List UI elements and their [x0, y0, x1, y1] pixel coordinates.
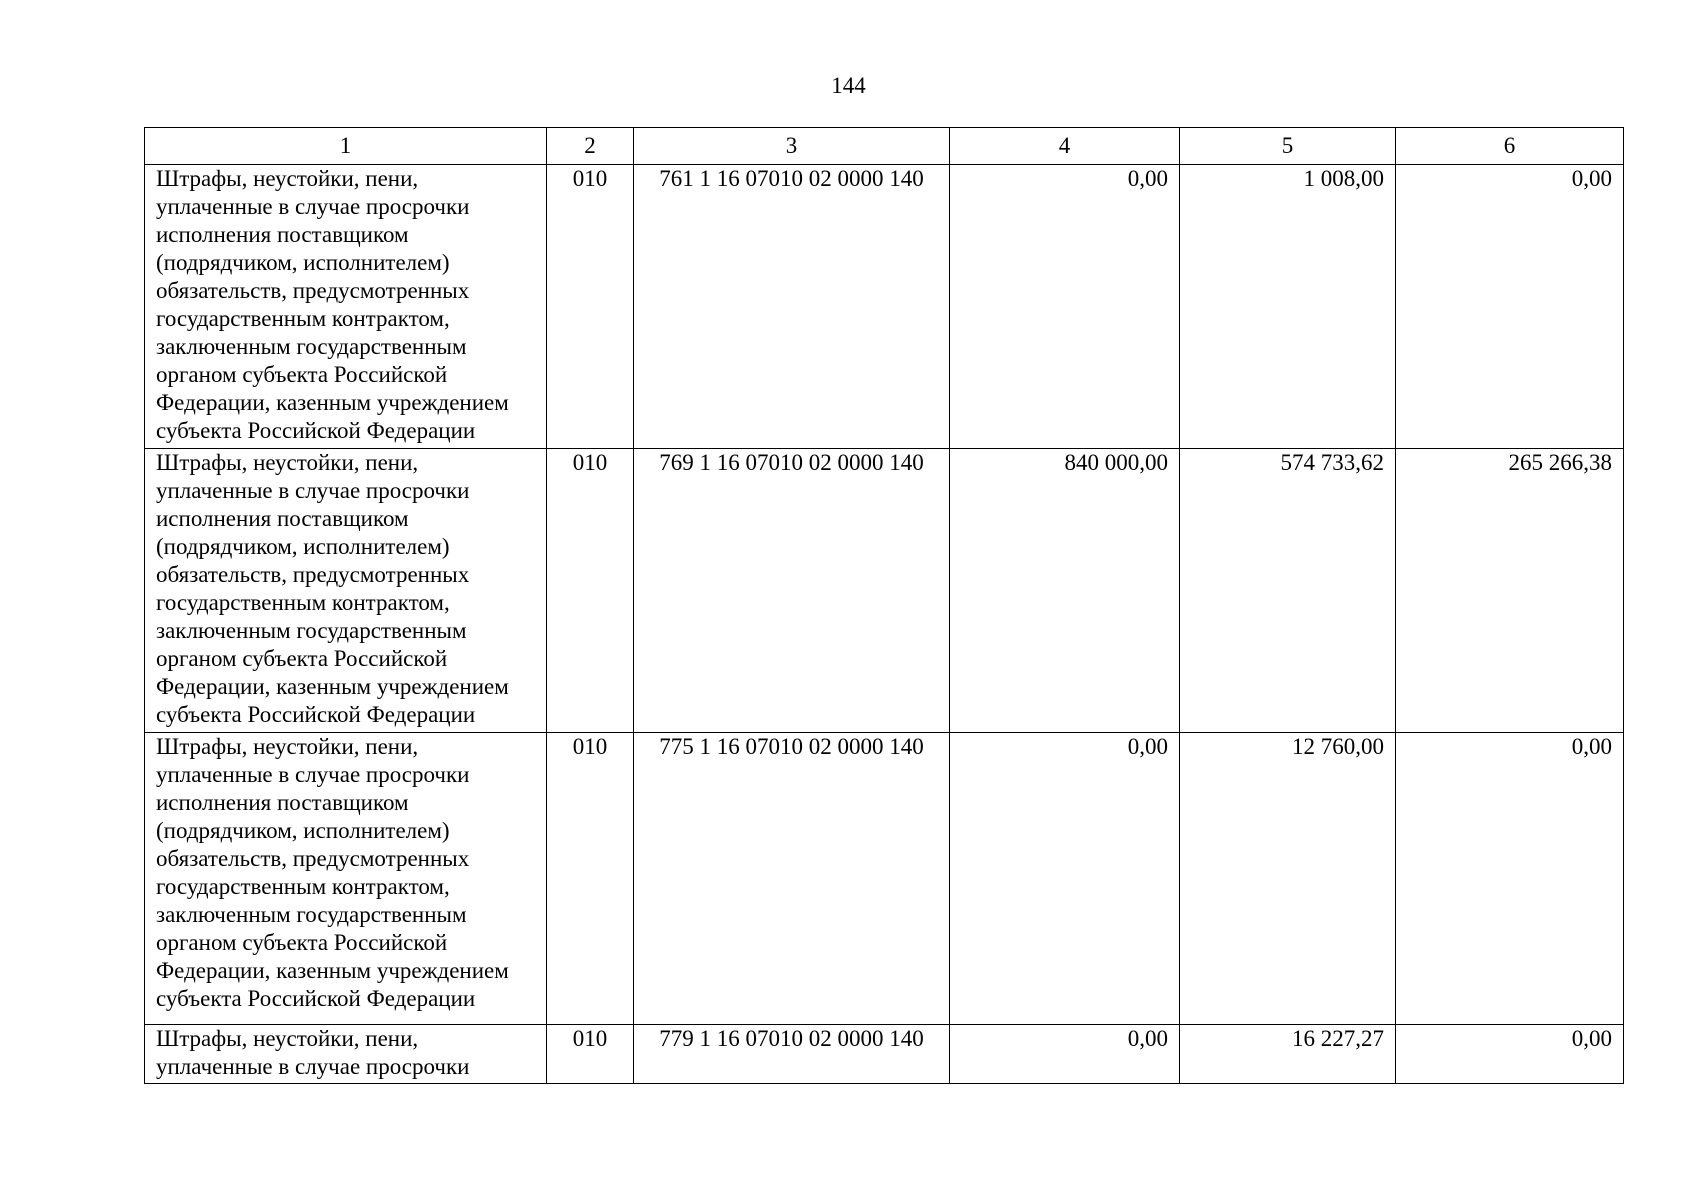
- row-col4-cell: 0,00: [950, 165, 1180, 449]
- row-name-cell: Штрафы, неустойки, пени, уплаченные в случае просрочки: [145, 1025, 547, 1084]
- row-col5-cell: 574 733,62: [1180, 449, 1396, 733]
- row-col6-cell: 265 266,38: [1396, 449, 1624, 733]
- column-header: 2: [547, 128, 634, 165]
- row-kbk-cell: 779 1 16 07010 02 0000 140: [634, 1025, 950, 1084]
- row-col6-cell: 0,00: [1396, 165, 1624, 449]
- table-row: [145, 165, 1624, 449]
- column-header: 6: [1396, 128, 1624, 165]
- table-header-row: [145, 128, 1624, 165]
- table-row: [145, 1025, 1624, 1084]
- column-header: 4: [950, 128, 1180, 165]
- column-header: 5: [1180, 128, 1396, 165]
- row-col4-cell: 0,00: [950, 733, 1180, 1025]
- row-col4-cell: 0,00: [950, 1025, 1180, 1084]
- row-code-cell: 010: [547, 165, 634, 449]
- column-header: 3: [634, 128, 950, 165]
- row-col6-cell: 0,00: [1396, 1025, 1624, 1084]
- row-col5-cell: 1 008,00: [1180, 165, 1396, 449]
- row-kbk-cell: 769 1 16 07010 02 0000 140: [634, 449, 950, 733]
- row-col5-cell: 16 227,27: [1180, 1025, 1396, 1084]
- column-header: 1: [145, 128, 547, 165]
- table-row: [145, 733, 1624, 1025]
- row-col6-cell: 0,00: [1396, 733, 1624, 1025]
- row-name-cell: Штрафы, неустойки, пени, уплаченные в случае просрочки исполнения поставщиком (подрядчиком, исполнителем) обязательств, предусмотренных государственным контрактом, заключенным государственным органом субъекта Российской Федерации, казенным учреждением субъекта Российской Федерации: [145, 165, 547, 449]
- row-code-cell: 010: [547, 449, 634, 733]
- row-code-cell: 010: [547, 1025, 634, 1084]
- row-col5-cell: 12 760,00: [1180, 733, 1396, 1025]
- row-kbk-cell: 775 1 16 07010 02 0000 140: [634, 733, 950, 1025]
- row-code-cell: 010: [547, 733, 634, 1025]
- row-col4-cell: 840 000,00: [950, 449, 1180, 733]
- table-row: [145, 449, 1624, 733]
- row-name-cell: Штрафы, неустойки, пени, уплаченные в случае просрочки исполнения поставщиком (подрядчиком, исполнителем) обязательств, предусмотренных государственным контрактом, заключенным государственным органом субъекта Российской Федерации, казенным учреждением субъекта Российской Федерации: [145, 733, 547, 1025]
- row-kbk-cell: 761 1 16 07010 02 0000 140: [634, 165, 950, 449]
- page-number: 144: [831, 73, 866, 98]
- row-name-cell: Штрафы, неустойки, пени, уплаченные в случае просрочки исполнения поставщиком (подрядчиком, исполнителем) обязательств, предусмотренных государственным контрактом, заключенным государственным органом субъекта Российской Федерации, казенным учреждением субъекта Российской Федерации: [145, 449, 547, 733]
- data-table: [144, 127, 1624, 1084]
